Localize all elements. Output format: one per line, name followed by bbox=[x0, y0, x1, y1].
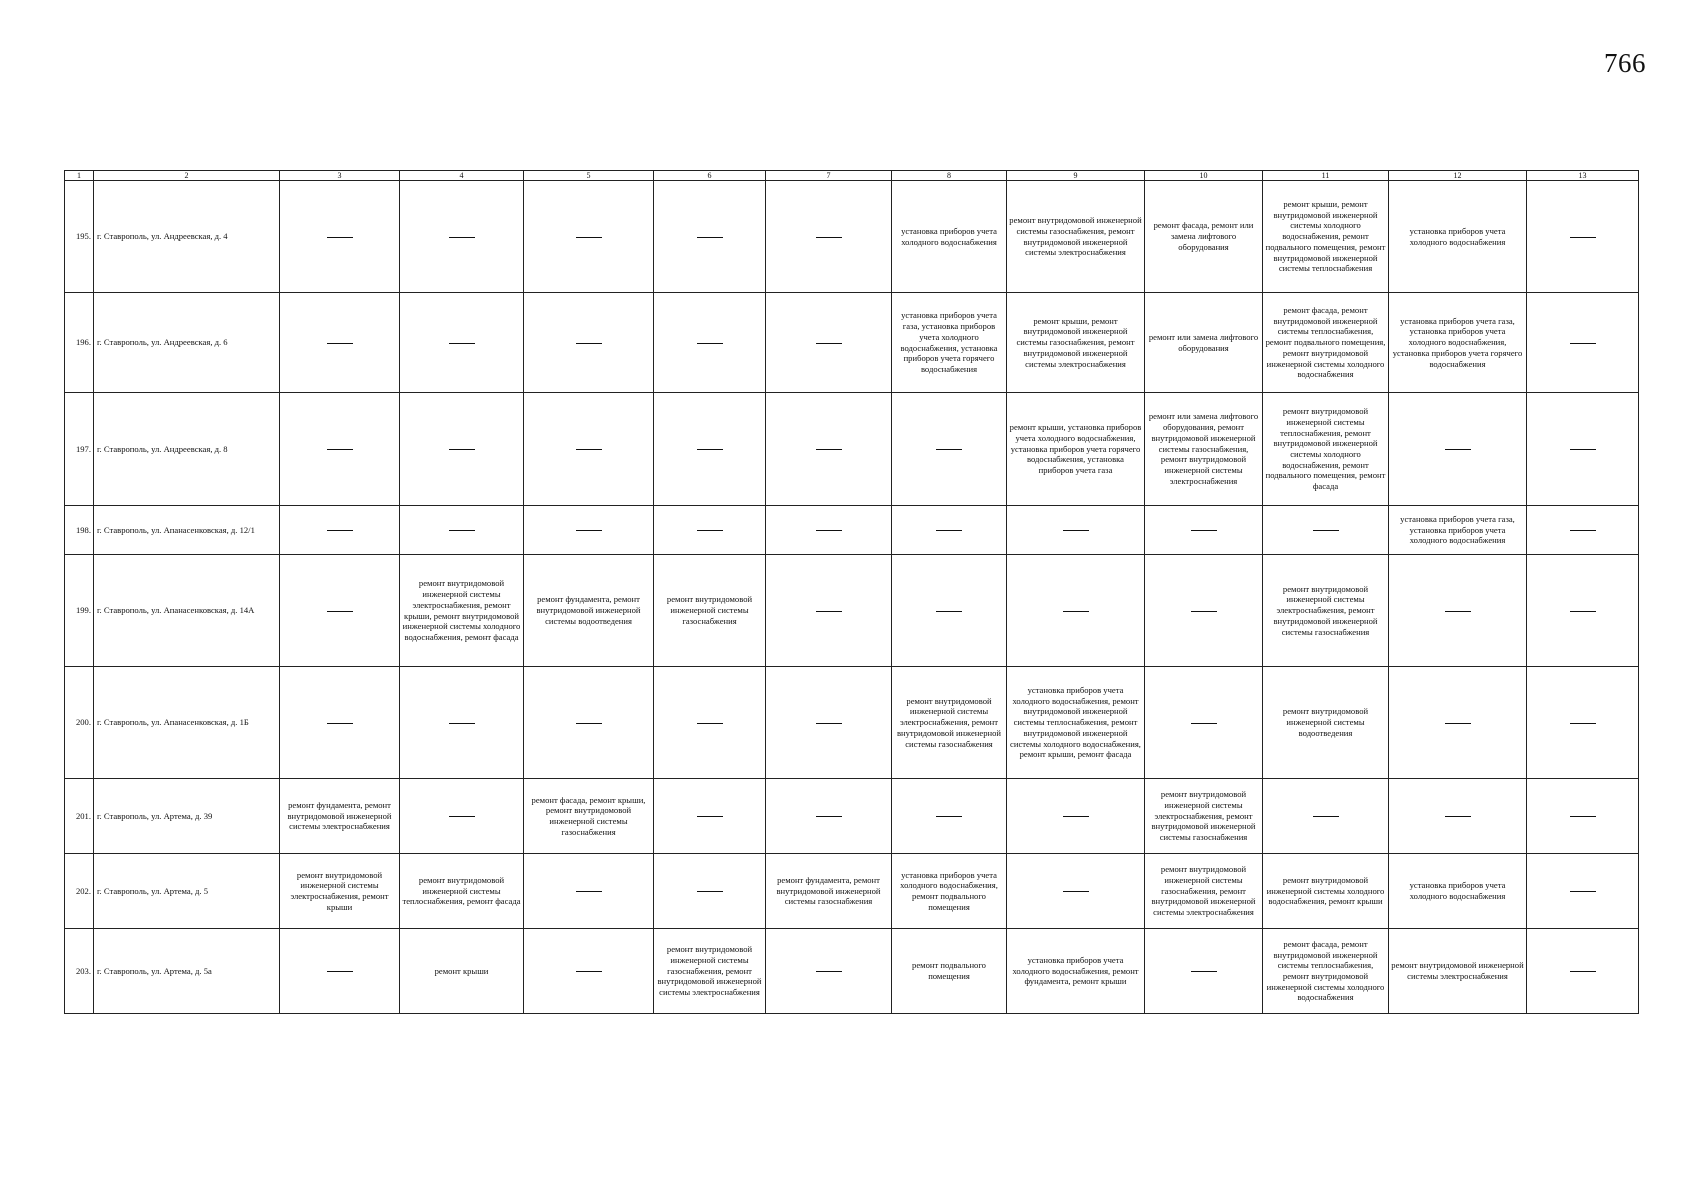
empty-dash bbox=[1570, 891, 1596, 892]
empty-dash bbox=[449, 237, 475, 238]
work-cell bbox=[766, 929, 892, 1014]
empty-dash bbox=[1445, 449, 1471, 450]
table-row bbox=[65, 181, 1639, 293]
empty-dash bbox=[1191, 971, 1217, 972]
page-number: 766 bbox=[1604, 48, 1646, 78]
work-cell bbox=[524, 506, 654, 555]
work-cell bbox=[1145, 667, 1263, 779]
empty-dash bbox=[697, 343, 723, 344]
address-cell: г. Ставрополь, ул. Апанасенковская, д. 14А bbox=[94, 555, 280, 667]
work-cell bbox=[892, 555, 1007, 667]
column-number: 2 bbox=[94, 171, 280, 181]
column-number: 11 bbox=[1263, 171, 1389, 181]
work-cell: ремонт внутридомовой инженерной системы теплоснабжения, ремонт фасада bbox=[400, 854, 524, 929]
empty-dash bbox=[697, 237, 723, 238]
work-cell bbox=[654, 293, 766, 393]
work-cell bbox=[524, 393, 654, 506]
empty-dash bbox=[327, 971, 353, 972]
address-cell: г. Ставрополь, ул. Андреевская, д. 6 bbox=[94, 293, 280, 393]
empty-dash bbox=[576, 723, 602, 724]
work-cell: ремонт внутридомовой инженерной системы газоснабжения, ремонт внутридомовой инженерной системы электроснабжения bbox=[1007, 181, 1145, 293]
empty-dash bbox=[1445, 723, 1471, 724]
address-cell: г. Ставрополь, ул. Артема, д. 5а bbox=[94, 929, 280, 1014]
work-cell bbox=[892, 393, 1007, 506]
empty-dash bbox=[936, 611, 962, 612]
address-cell: г. Ставрополь, ул. Андреевская, д. 8 bbox=[94, 393, 280, 506]
work-cell bbox=[400, 779, 524, 854]
empty-dash bbox=[327, 530, 353, 531]
column-number-row bbox=[65, 171, 1639, 181]
work-cell bbox=[1527, 667, 1639, 779]
work-cell: установка приборов учета холодного водоснабжения, ремонт подвального помещения bbox=[892, 854, 1007, 929]
work-cell bbox=[766, 181, 892, 293]
work-cell: установка приборов учета холодного водоснабжения bbox=[1389, 854, 1527, 929]
empty-dash bbox=[449, 723, 475, 724]
work-cell bbox=[1389, 779, 1527, 854]
empty-dash bbox=[816, 611, 842, 612]
empty-dash bbox=[1063, 891, 1089, 892]
work-cell: ремонт фундамента, ремонт внутридомовой инженерной системы газоснабжения bbox=[766, 854, 892, 929]
empty-dash bbox=[576, 971, 602, 972]
empty-dash bbox=[449, 530, 475, 531]
table-row bbox=[65, 506, 1639, 555]
work-cell bbox=[280, 929, 400, 1014]
work-cell: установка приборов учета холодного водоснабжения, ремонт внутридомовой инженерной системы теплоснабжения, ремонт внутридомовой инженерной системы холодного водоснабжения, ремонт крыши, ремонт фасада bbox=[1007, 667, 1145, 779]
empty-dash bbox=[697, 723, 723, 724]
table-row bbox=[65, 854, 1639, 929]
work-cell: ремонт фасада, ремонт внутридомовой инженерной системы теплоснабжения, ремонт подвального помещения, ремонт внутридомовой инженерной системы холодного водоснабжения bbox=[1263, 293, 1389, 393]
work-cell bbox=[1527, 506, 1639, 555]
work-cell bbox=[280, 667, 400, 779]
empty-dash bbox=[327, 343, 353, 344]
work-cell bbox=[1527, 555, 1639, 667]
work-cell: ремонт подвального помещения bbox=[892, 929, 1007, 1014]
work-cell bbox=[400, 181, 524, 293]
column-number: 5 bbox=[524, 171, 654, 181]
work-cell bbox=[654, 667, 766, 779]
row-number: 202. bbox=[65, 854, 94, 929]
empty-dash bbox=[697, 816, 723, 817]
empty-dash bbox=[816, 449, 842, 450]
empty-dash bbox=[1191, 723, 1217, 724]
table-row bbox=[65, 293, 1639, 393]
work-cell: ремонт внутридомовой инженерной системы теплоснабжения, ремонт внутридомовой инженерной системы холодного водоснабжения, ремонт подвального помещения, ремонт фасада bbox=[1263, 393, 1389, 506]
work-cell bbox=[280, 506, 400, 555]
work-cell: ремонт внутридомовой инженерной системы электроснабжения, ремонт внутридомовой инженерной системы газоснабжения bbox=[1263, 555, 1389, 667]
column-number: 1 bbox=[65, 171, 94, 181]
work-cell: ремонт внутридомовой инженерной системы электроснабжения, ремонт крыши bbox=[280, 854, 400, 929]
work-cell bbox=[766, 293, 892, 393]
work-cell bbox=[280, 555, 400, 667]
work-cell bbox=[280, 293, 400, 393]
work-cell bbox=[1007, 779, 1145, 854]
work-cell: установка приборов учета холодного водоснабжения bbox=[1389, 181, 1527, 293]
address-cell: г. Ставрополь, ул. Апанасенковская, д. 12/1 bbox=[94, 506, 280, 555]
work-cell: ремонт крыши bbox=[400, 929, 524, 1014]
empty-dash bbox=[1063, 530, 1089, 531]
work-cell: ремонт крыши, ремонт внутридомовой инженерной системы газоснабжения, ремонт внутридомовой инженерной системы электроснабжения bbox=[1007, 293, 1145, 393]
column-number: 12 bbox=[1389, 171, 1527, 181]
work-cell: ремонт внутридомовой инженерной системы электроснабжения, ремонт внутридомовой инженерной системы газоснабжения bbox=[892, 667, 1007, 779]
empty-dash bbox=[697, 530, 723, 531]
empty-dash bbox=[697, 891, 723, 892]
work-cell bbox=[1007, 506, 1145, 555]
empty-dash bbox=[1570, 723, 1596, 724]
empty-dash bbox=[576, 530, 602, 531]
table-row bbox=[65, 667, 1639, 779]
row-number: 199. bbox=[65, 555, 94, 667]
empty-dash bbox=[1063, 816, 1089, 817]
empty-dash bbox=[816, 343, 842, 344]
empty-dash bbox=[1313, 530, 1339, 531]
work-cell: ремонт фундамента, ремонт внутридомовой инженерной системы электроснабжения bbox=[280, 779, 400, 854]
empty-dash bbox=[1313, 816, 1339, 817]
row-number: 196. bbox=[65, 293, 94, 393]
work-cell bbox=[1007, 555, 1145, 667]
work-cell: ремонт внутридомовой инженерной системы электроснабжения, ремонт внутридомовой инженерной системы газоснабжения bbox=[1145, 779, 1263, 854]
empty-dash bbox=[1570, 530, 1596, 531]
address-cell: г. Ставрополь, ул. Апанасенковская, д. 1Б bbox=[94, 667, 280, 779]
empty-dash bbox=[1063, 611, 1089, 612]
work-cell bbox=[654, 779, 766, 854]
empty-dash bbox=[576, 343, 602, 344]
empty-dash bbox=[576, 237, 602, 238]
work-cell: ремонт крыши, установка приборов учета холодного водоснабжения, установка приборов учета горячего водоснабжения, установка приборов учета газа bbox=[1007, 393, 1145, 506]
work-cell: ремонт внутридомовой инженерной системы холодного водоснабжения, ремонт крыши bbox=[1263, 854, 1389, 929]
table-row bbox=[65, 929, 1639, 1014]
repair-plan-table bbox=[64, 170, 1639, 1014]
work-cell bbox=[524, 854, 654, 929]
work-cell bbox=[524, 667, 654, 779]
column-number: 6 bbox=[654, 171, 766, 181]
work-cell bbox=[280, 393, 400, 506]
empty-dash bbox=[1570, 816, 1596, 817]
work-cell bbox=[654, 854, 766, 929]
work-cell: ремонт внутридомовой инженерной системы газоснабжения, ремонт внутридомовой инженерной системы электроснабжения bbox=[1145, 854, 1263, 929]
work-cell: установка приборов учета газа, установка приборов учета холодного водоснабжения, установка приборов учета горячего водоснабжения bbox=[892, 293, 1007, 393]
work-cell bbox=[654, 393, 766, 506]
work-cell bbox=[892, 506, 1007, 555]
row-number: 203. bbox=[65, 929, 94, 1014]
work-cell bbox=[766, 667, 892, 779]
column-number: 10 bbox=[1145, 171, 1263, 181]
empty-dash bbox=[816, 971, 842, 972]
work-cell bbox=[1145, 929, 1263, 1014]
work-cell bbox=[654, 506, 766, 555]
work-cell: ремонт или замена лифтового оборудования bbox=[1145, 293, 1263, 393]
work-cell bbox=[766, 506, 892, 555]
empty-dash bbox=[1191, 530, 1217, 531]
row-number: 197. bbox=[65, 393, 94, 506]
work-cell bbox=[280, 181, 400, 293]
empty-dash bbox=[816, 237, 842, 238]
work-cell bbox=[1389, 667, 1527, 779]
work-cell bbox=[524, 293, 654, 393]
row-number: 201. bbox=[65, 779, 94, 854]
empty-dash bbox=[449, 343, 475, 344]
empty-dash bbox=[1570, 611, 1596, 612]
work-cell bbox=[1145, 555, 1263, 667]
empty-dash bbox=[936, 816, 962, 817]
work-cell bbox=[1527, 181, 1639, 293]
work-cell bbox=[1527, 393, 1639, 506]
empty-dash bbox=[1191, 611, 1217, 612]
empty-dash bbox=[1445, 816, 1471, 817]
work-cell bbox=[1263, 779, 1389, 854]
work-cell: установка приборов учета газа, установка приборов учета холодного водоснабжения, установка приборов учета горячего водоснабжения bbox=[1389, 293, 1527, 393]
work-cell: ремонт внутридомовой инженерной системы электроснабжения bbox=[1389, 929, 1527, 1014]
work-cell bbox=[400, 293, 524, 393]
empty-dash bbox=[1570, 449, 1596, 450]
row-number: 200. bbox=[65, 667, 94, 779]
empty-dash bbox=[1570, 971, 1596, 972]
column-number: 3 bbox=[280, 171, 400, 181]
column-number: 9 bbox=[1007, 171, 1145, 181]
work-cell bbox=[1389, 393, 1527, 506]
work-cell bbox=[400, 506, 524, 555]
empty-dash bbox=[816, 723, 842, 724]
work-cell: ремонт внутридомовой инженерной системы газоснабжения, ремонт внутридомовой инженерной системы электроснабжения bbox=[654, 929, 766, 1014]
empty-dash bbox=[327, 611, 353, 612]
empty-dash bbox=[449, 449, 475, 450]
empty-dash bbox=[816, 816, 842, 817]
work-cell: ремонт фасада, ремонт крыши, ремонт внутридомовой инженерной системы газоснабжения bbox=[524, 779, 654, 854]
work-cell: ремонт фасада, ремонт или замена лифтового оборудования bbox=[1145, 181, 1263, 293]
address-cell: г. Ставрополь, ул. Артема, д. 39 bbox=[94, 779, 280, 854]
empty-dash bbox=[327, 723, 353, 724]
work-cell bbox=[892, 779, 1007, 854]
work-cell: ремонт внутридомовой инженерной системы водоотведения bbox=[1263, 667, 1389, 779]
work-cell bbox=[766, 555, 892, 667]
work-cell: ремонт фундамента, ремонт внутридомовой инженерной системы водоотведения bbox=[524, 555, 654, 667]
work-cell bbox=[1527, 293, 1639, 393]
empty-dash bbox=[816, 530, 842, 531]
address-cell: г. Ставрополь, ул. Артема, д. 5 bbox=[94, 854, 280, 929]
table-row bbox=[65, 393, 1639, 506]
work-cell bbox=[524, 929, 654, 1014]
empty-dash bbox=[449, 816, 475, 817]
work-cell bbox=[1145, 506, 1263, 555]
empty-dash bbox=[1570, 237, 1596, 238]
work-cell bbox=[1527, 929, 1639, 1014]
work-cell bbox=[400, 667, 524, 779]
empty-dash bbox=[936, 530, 962, 531]
work-cell: ремонт фасада, ремонт внутридомовой инженерной системы теплоснабжения, ремонт внутридомовой инженерной системы холодного водоснабжения bbox=[1263, 929, 1389, 1014]
empty-dash bbox=[1570, 343, 1596, 344]
table-row bbox=[65, 779, 1639, 854]
column-number: 13 bbox=[1527, 171, 1639, 181]
work-cell bbox=[1527, 779, 1639, 854]
empty-dash bbox=[936, 449, 962, 450]
work-cell: ремонт крыши, ремонт внутридомовой инженерной системы холодного водоснабжения, ремонт подвального помещения, ремонт внутридомовой инженерной системы теплоснабжения bbox=[1263, 181, 1389, 293]
work-cell bbox=[654, 181, 766, 293]
column-number: 8 bbox=[892, 171, 1007, 181]
row-number: 198. bbox=[65, 506, 94, 555]
empty-dash bbox=[1445, 611, 1471, 612]
work-cell: ремонт внутридомовой инженерной системы электроснабжения, ремонт крыши, ремонт внутридомовой инженерной системы холодного водоснабжения, ремонт фасада bbox=[400, 555, 524, 667]
work-cell: ремонт внутридомовой инженерной системы газоснабжения bbox=[654, 555, 766, 667]
work-cell bbox=[1007, 854, 1145, 929]
work-cell: установка приборов учета холодного водоснабжения, ремонт фундамента, ремонт крыши bbox=[1007, 929, 1145, 1014]
work-cell: ремонт или замена лифтового оборудования, ремонт внутридомовой инженерной системы газоснабжения, ремонт внутридомовой инженерной системы электроснабжения bbox=[1145, 393, 1263, 506]
column-number: 4 bbox=[400, 171, 524, 181]
work-cell: установка приборов учета холодного водоснабжения bbox=[892, 181, 1007, 293]
row-number: 195. bbox=[65, 181, 94, 293]
work-cell bbox=[524, 181, 654, 293]
table-row bbox=[65, 555, 1639, 667]
empty-dash bbox=[576, 891, 602, 892]
work-cell bbox=[766, 779, 892, 854]
work-cell bbox=[400, 393, 524, 506]
empty-dash bbox=[327, 237, 353, 238]
address-cell: г. Ставрополь, ул. Андреевская, д. 4 bbox=[94, 181, 280, 293]
work-cell bbox=[766, 393, 892, 506]
empty-dash bbox=[327, 449, 353, 450]
work-cell bbox=[1527, 854, 1639, 929]
column-number: 7 bbox=[766, 171, 892, 181]
empty-dash bbox=[697, 449, 723, 450]
work-cell: установка приборов учета газа, установка приборов учета холодного водоснабжения bbox=[1389, 506, 1527, 555]
work-cell bbox=[1263, 506, 1389, 555]
work-cell bbox=[1389, 555, 1527, 667]
empty-dash bbox=[576, 449, 602, 450]
